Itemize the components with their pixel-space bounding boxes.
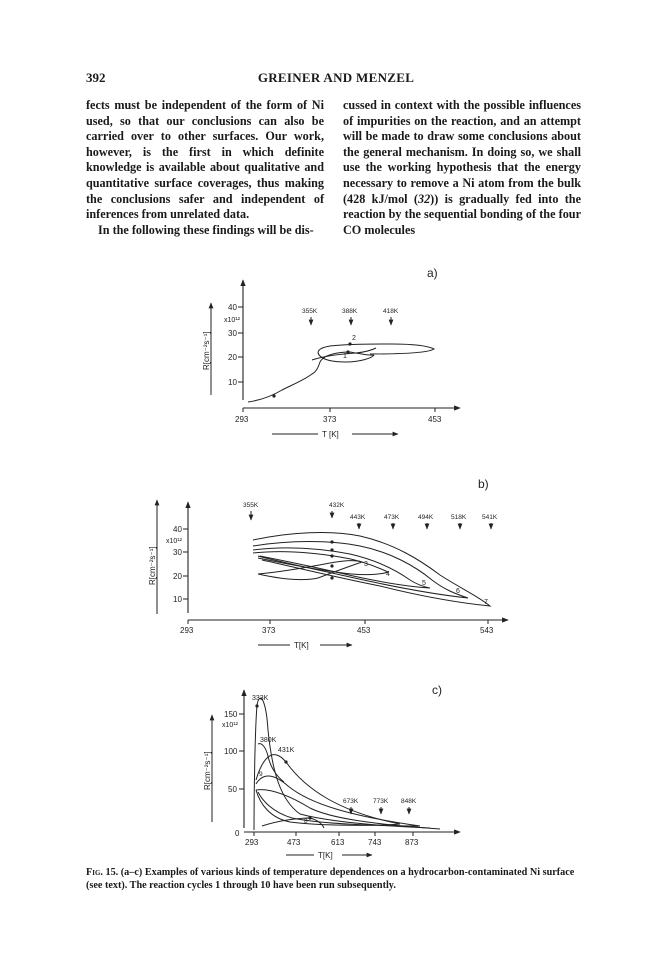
temp-marker: 333K [252,695,269,702]
temp-marker: 432K [329,502,345,509]
text-span: cussed in context with the possible influences of impurities on the reaction, and an attempt will be made to draw some conclusions about the general mechanism. In doing so, we shall use the working hypothesis that the energy necessary to remove a Ni atom from the bulk (428 kJ/mol ( [343,98,581,206]
citation-ref: 32 [417,191,431,206]
temp-marker: 494K [418,514,434,521]
x-axis-label: T[K] [294,641,309,650]
data-point [255,704,258,707]
x-axis-label: T[K] [318,851,333,860]
temp-marker: 418K [383,308,399,315]
data-point [308,816,311,819]
panel-label: c) [432,683,442,697]
y-tick-label: 30 [173,548,182,557]
x-tick-label: 293 [235,415,249,424]
y-axis-label: R[cm⁻²s⁻¹] [202,331,211,370]
curve-label: 4 [386,571,390,578]
x-tick-label: 473 [287,838,301,847]
x-tick-label: 293 [245,838,259,847]
page-number: 392 [86,70,106,85]
curve-label: 5 [422,580,426,587]
curve-label: 8 [304,818,308,825]
temp-marker: 473K [384,514,400,521]
x-tick-label: 453 [428,415,442,424]
paragraph: fects must be independent of the form of Ni used, so that our conclusions can also be carried over to other surfaces. Our work, however, is the first in which definite knowledge is available about qualitative and quantitative surface coverages, thus making the conclusions safer and independent of inferences from unrelated data. [86,98,324,222]
x-tick-label: 613 [331,838,345,847]
data-point [330,548,333,551]
curve-label: 9 [259,771,263,778]
x-tick-label: 543 [480,626,494,635]
y-tick-label: 50 [228,785,237,794]
curve-label: 1 [343,353,347,360]
data-point [284,760,287,763]
curve-label: 7 [484,599,488,606]
temp-marker: 380K [260,737,277,744]
y-scale: x10¹² [222,722,238,729]
y-tick-label: 40 [173,525,182,534]
y-tick-label: 10 [228,378,237,387]
y-tick-label: 20 [228,353,237,362]
reaction-curve [262,818,324,828]
curve-label: 2 [352,335,356,342]
y-axis-label: R[cm⁻²s⁻¹] [148,546,157,585]
temp-marker: 673K [343,798,359,805]
running-head: GREINER AND MENZEL [257,70,415,85]
y-tick-label: 20 [173,572,182,581]
y-tick-label: 100 [224,747,238,756]
y-tick-label: 150 [224,710,238,719]
temp-marker: 431K [278,747,295,754]
temp-marker: 518K [451,514,467,521]
data-point [330,554,333,557]
x-tick-label: 873 [405,838,419,847]
data-point [272,394,275,397]
y-tick-label: 40 [228,303,237,312]
x-tick-label: 293 [180,626,194,635]
caption-lead: Fig. 15. [86,867,119,878]
temp-marker: 443K [350,514,366,521]
y-axis-label: R[cm⁻²s⁻¹] [203,751,212,790]
temp-marker: 355K [243,502,259,509]
data-point [330,576,333,579]
text-span: )) is gradually fed into the reaction by the sequential bonding of the four CO molecules [343,191,581,237]
panel-c [203,683,460,860]
panel-a [202,266,460,439]
y-tick-label: 0 [235,829,240,838]
reaction-curve [256,776,420,826]
reaction-curve [248,352,374,402]
x-tick-label: 373 [323,415,337,424]
temp-marker: 388K [342,308,358,315]
panel-label: b) [478,477,489,491]
curve-label: 3 [364,561,368,568]
x-tick-label: 373 [262,626,276,635]
reaction-curve [253,542,468,599]
reaction-curve [253,548,430,588]
y-scale: x10¹² [224,317,240,324]
y-scale: x10¹² [166,538,182,545]
data-point [330,564,333,567]
data-point [348,342,351,345]
reaction-curve [253,533,490,606]
y-tick-label: 10 [173,595,182,604]
caption-text: (a–c) Examples of various kinds of temperature dependences on a hydrocarbon-contaminated Ni surface (see text). The reaction cycles 1 through 10 have been run subsequently. [86,867,575,892]
reaction-curve [254,698,430,830]
temp-marker: 541K [482,514,498,521]
temp-marker: 848K [401,798,417,805]
x-tick-label: 743 [368,838,382,847]
curve-label: 6 [456,588,460,595]
paragraph: In the following these findings will be dis- [98,222,314,237]
temp-marker: 773K [373,798,389,805]
temp-marker: 355K [302,308,318,315]
x-axis-label: T [K] [322,430,339,439]
reaction-curve [258,561,362,580]
panel-b [148,477,508,650]
y-tick-label: 30 [228,329,237,338]
panel-label: a) [427,266,438,280]
figure-caption [86,866,586,893]
data-point [330,540,333,543]
x-tick-label: 453 [357,626,371,635]
